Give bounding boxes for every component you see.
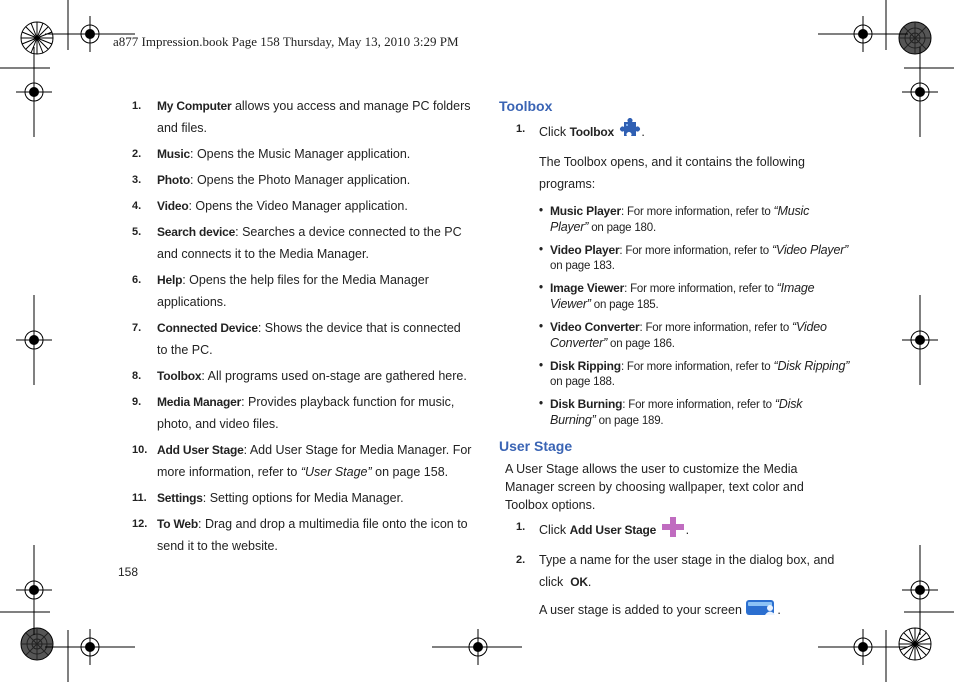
list-item: 10. Add User Stage: Add User Stage for Media Manager. For more information, refer to “User Stage” on page 158. <box>132 443 472 479</box>
cross-reference-link[interactable]: “Video Converter” <box>550 320 827 350</box>
list-item: 12. To Web: Drag and drop a multimedia file onto the icon to send it to the website. <box>132 517 468 553</box>
list-item: • Disk Ripping: For more information, refer to “Disk Ripping” on page 188. <box>539 359 850 388</box>
list-item: 8. Toolbox: All programs used on-stage are gathered here. <box>132 369 467 383</box>
list-item: • Image Viewer: For more information, refer to “Image Viewer” on page 185. <box>539 281 815 311</box>
cross-reference-link[interactable]: “Video Player” <box>771 243 849 257</box>
list-item: 2. Music: Opens the Music Manager application. <box>132 147 411 161</box>
list-item: • Music Player: For more information, refer to “Music Player” on page 180. <box>539 204 810 234</box>
print-header: a877 Impression.book Page 158 Thursday, May 13, 2010 3:29 PM <box>113 34 459 49</box>
cross-reference-link[interactable]: “User Stage” <box>300 465 372 479</box>
list-item: 7. Connected Device: Shows the device that is connected to the PC. <box>132 321 461 357</box>
cross-reference-link[interactable]: “Music Player” <box>550 204 810 234</box>
list-item: 5. Search device: Searches a device connected to the PC and connects it to the Media Manager. <box>132 225 462 261</box>
toolbox-heading: Toolbox <box>499 98 553 114</box>
cross-reference-link[interactable]: “Disk Burning” <box>550 397 803 427</box>
list-item: • Disk Burning: For more information, refer to “Disk Burning” on page 189. <box>539 397 803 427</box>
list-item: • Video Converter: For more information, refer to “Video Converter” on page 186. <box>539 320 827 350</box>
list-item: 3. Photo: Opens the Photo Manager application. <box>132 173 411 187</box>
user-stage-intro: A User Stage allows the user to customize the Media Manager screen by choosing wallpaper, text color and Toolbox options. <box>505 462 804 512</box>
list-item: 6. Help: Opens the help files for the Media Manager applications. <box>132 273 429 309</box>
toolbox-step-1: 1. Click Toolbox . <box>499 118 859 147</box>
toolbox-intro: The Toolbox opens, and it contains the following programs: <box>539 155 805 191</box>
list-item: 11. Settings: Setting options for Media Manager. <box>132 491 404 505</box>
user-stage-heading: User Stage <box>499 438 573 454</box>
page-number: 158 <box>118 565 139 579</box>
user-stage-step-1: 1. Click Add User Stage . <box>499 516 859 545</box>
user-stage-step-2: 2. Type a name for the user stage in the dialog box, and click OK. <box>516 553 835 589</box>
user-stage-result: A user stage is added to your screen . <box>499 597 859 624</box>
list-item: 1. My Computer allows you access and manage PC folders and files. <box>132 99 471 135</box>
list-item: • Video Player: For more information, refer to “Video Player” on page 183. <box>539 243 849 272</box>
list-item: 9. Media Manager: Provides playback function for music, photo, and video files. <box>132 395 455 431</box>
list-item: 4. Video: Opens the Video Manager application. <box>132 199 408 213</box>
cross-reference-link[interactable]: “Image Viewer” <box>550 281 815 311</box>
cross-reference-link[interactable]: “Disk Ripping” <box>773 359 850 373</box>
